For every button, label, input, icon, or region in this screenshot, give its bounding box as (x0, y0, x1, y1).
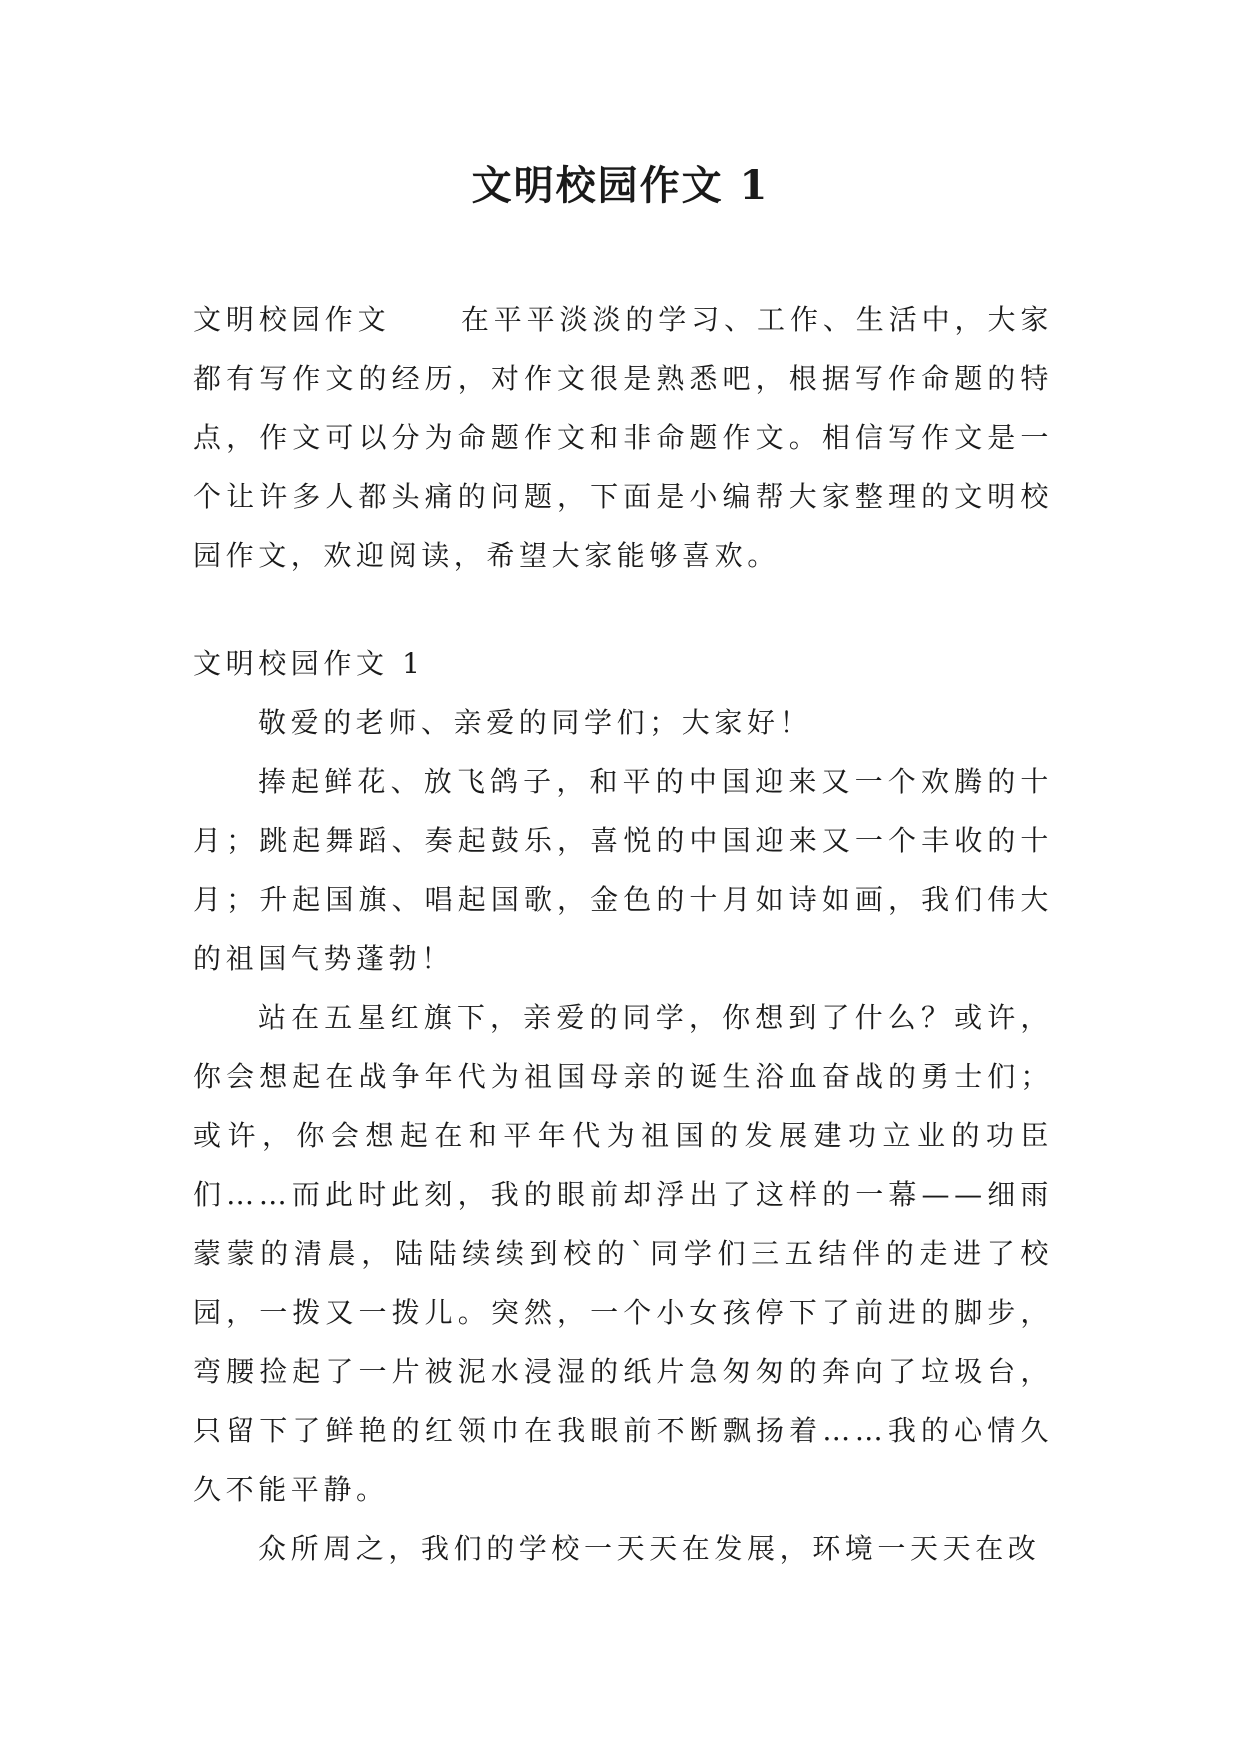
intro-paragraph (193, 290, 1053, 585)
paragraph-october: 捧起鲜花、放飞鸽子，和平的中国迎来又一个欢腾的十月；跳起舞蹈、奏起鼓乐，喜悦的中国迎来又一个丰收的十月；升起国旗、唱起国歌，金色的十月如诗如画，我们伟大的祖国气势蓬勃！ (193, 765, 1053, 975)
paragraph-flag: 站在五星红旗下，亲爱的同学，你想到了什么？或许，你会想起在战争年代为祖国母亲的诞生浴血奋战的勇士们；或许，你会想起在和平年代为祖国的发展建功立业的功臣们……而此时此刻，我的眼前却浮出了这样的一幕——细雨蒙蒙的清晨，陆陆续续到校的`同学们三五结伴的走进了校园，一拨又一拨儿。突然，一个小女孩停下了前进的脚步，弯腰捡起了一片被泥水浸湿的纸片急匆匆的奔向了垃圾台，只留下了鲜艳的红领巾在我眼前不断飘扬着……我的心情久久不能平静。 (193, 1001, 1053, 1506)
intro-text: 在平平淡淡的学习、工作、生活中，大家都有写作文的经历，对作文很是熟悉吧，根据写作命题的特点，作文可以分为命题作文和非命题作文。相信写作文是一个让许多人都头痛的问题，下面是小编帮大家整理的文明校园作文，欢迎阅读，希望大家能够喜欢。 (193, 303, 1053, 572)
document-title: 文明校园作文 1 (471, 162, 770, 209)
essay-section (193, 634, 1053, 1578)
intro-label: 文明校园作文 (193, 303, 391, 336)
paragraph-greeting: 敬爱的老师、亲爱的同学们；大家好！ (258, 706, 813, 739)
paragraph-school: 众所周之，我们的学校一天天在发展，环境一天天在改 (258, 1532, 1041, 1565)
section-heading: 文明校园作文 1 (193, 647, 425, 680)
